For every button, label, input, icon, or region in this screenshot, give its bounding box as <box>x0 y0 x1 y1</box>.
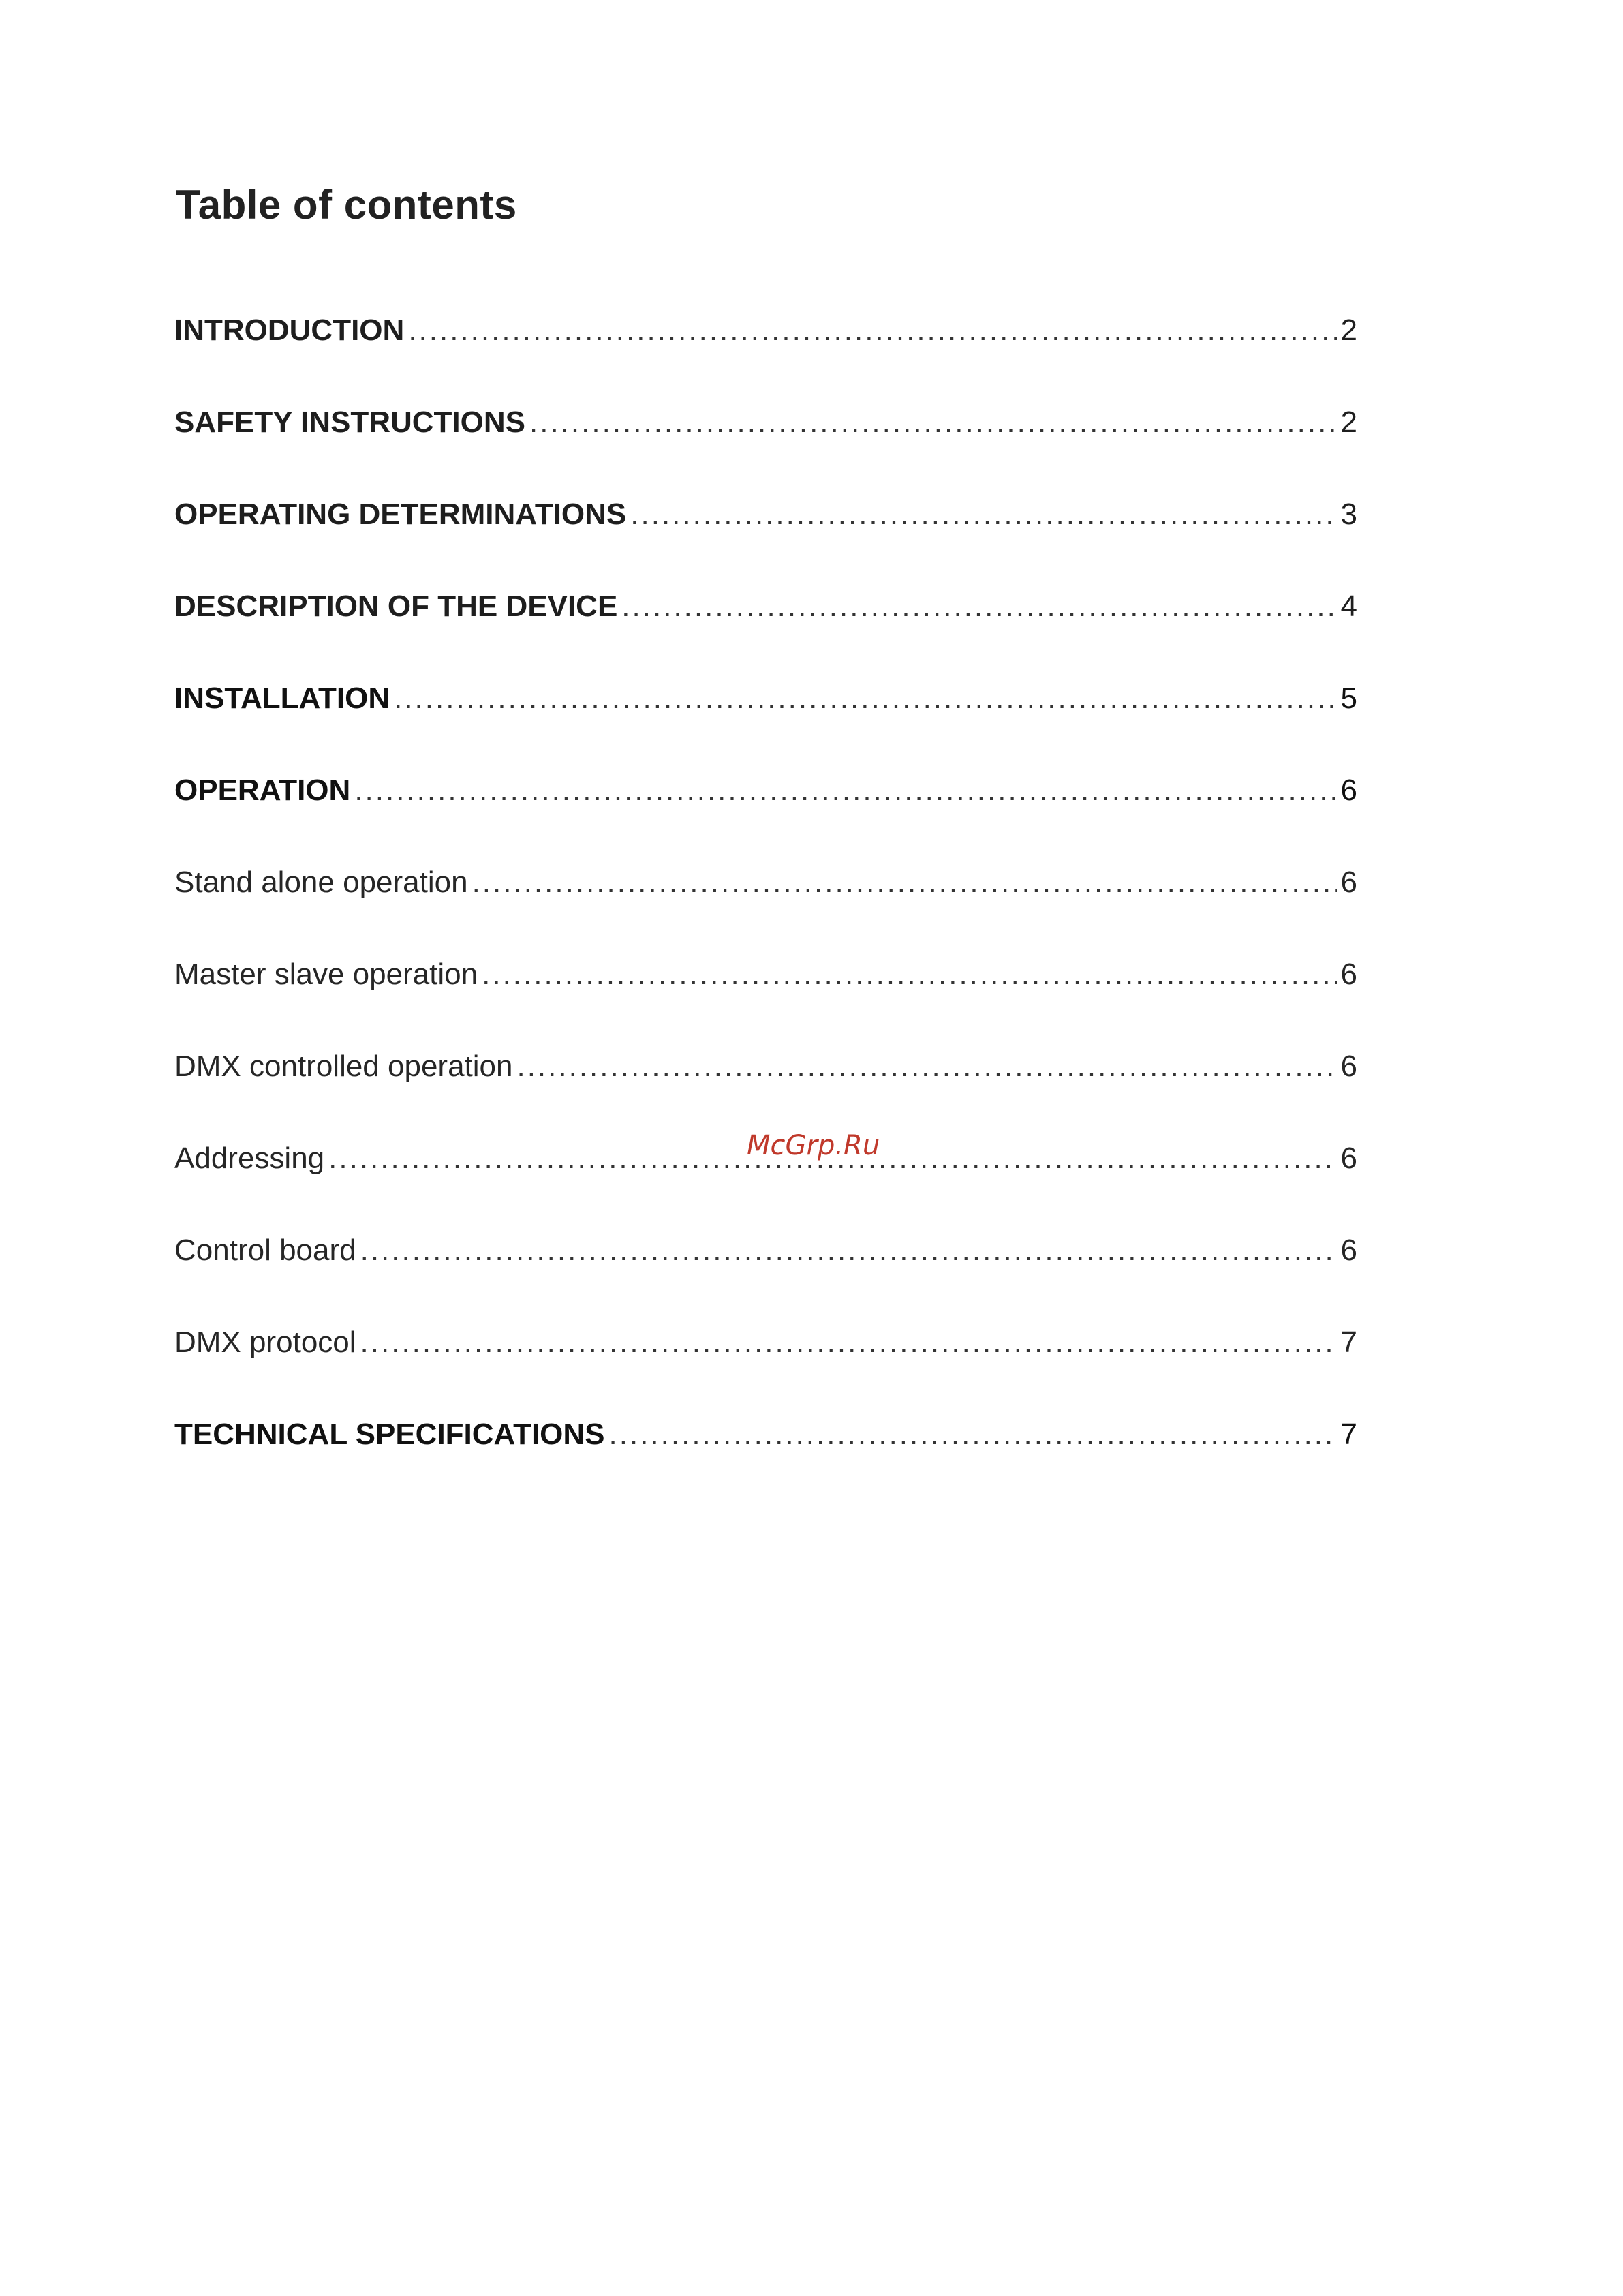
toc-entry-master-slave-operation <box>174 958 1357 1050</box>
dot-leader <box>609 1418 1337 1452</box>
toc-entry-page: 4 <box>1340 590 1357 623</box>
toc-entry-dmx-controlled-operation <box>174 1050 1357 1142</box>
toc-entry-operation <box>174 774 1357 866</box>
dot-leader <box>621 590 1336 624</box>
toc-entry-label: Master slave operation <box>174 958 478 991</box>
toc-entry-page: 7 <box>1340 1326 1357 1359</box>
toc-entry-page: 6 <box>1340 1050 1357 1083</box>
dot-leader <box>408 313 1336 348</box>
toc-entry-label: OPERATING DETERMINATIONS <box>174 498 627 531</box>
toc-entry-technical-specifications <box>174 1418 1357 1510</box>
dot-leader <box>529 405 1337 440</box>
toc-entry-page: 6 <box>1340 1142 1357 1175</box>
toc-entry-page: 6 <box>1340 866 1357 899</box>
toc-entry-page: 3 <box>1340 498 1357 531</box>
toc-entry-label: Stand alone operation <box>174 866 468 899</box>
toc-entry-description-of-the-device <box>174 590 1357 682</box>
toc-entry-label: SAFETY INSTRUCTIONS <box>174 405 526 439</box>
toc-entry-page: 5 <box>1340 682 1357 715</box>
page-title: Table of contents <box>176 182 517 228</box>
toc-entry-label: DMX protocol <box>174 1326 356 1359</box>
toc-entry-label: TECHNICAL SPECIFICATIONS <box>174 1418 605 1451</box>
toc-entry-label: OPERATION <box>174 774 351 807</box>
dot-leader <box>360 1234 1337 1268</box>
toc-entry-control-board <box>174 1234 1357 1326</box>
toc-entry-page: 2 <box>1340 313 1357 347</box>
dot-leader <box>630 498 1336 532</box>
dot-leader <box>472 866 1337 900</box>
toc-entry-safety-instructions <box>174 405 1357 498</box>
table-of-contents <box>174 313 1357 1510</box>
toc-entry-label: Addressing <box>174 1142 325 1175</box>
dot-leader <box>516 1050 1336 1084</box>
toc-entry-installation <box>174 682 1357 774</box>
toc-entry-page: 7 <box>1340 1418 1357 1451</box>
toc-entry-label: DESCRIPTION OF THE DEVICE <box>174 590 618 623</box>
toc-entry-label: Control board <box>174 1234 356 1267</box>
dot-leader <box>394 682 1336 716</box>
toc-entry-dmx-protocol <box>174 1326 1357 1418</box>
dot-leader <box>482 958 1336 992</box>
toc-entry-introduction <box>174 313 1357 405</box>
toc-entry-page: 2 <box>1340 405 1357 439</box>
toc-entry-page: 6 <box>1340 958 1357 991</box>
toc-entry-label: INSTALLATION <box>174 682 390 715</box>
toc-entry-operating-determinations <box>174 498 1357 590</box>
dot-leader <box>354 774 1336 808</box>
toc-entry-page: 6 <box>1340 774 1357 807</box>
toc-entry-stand-alone-operation <box>174 866 1357 958</box>
toc-entry-page: 6 <box>1340 1234 1357 1267</box>
toc-entry-label: DMX controlled operation <box>174 1050 513 1083</box>
toc-entry-label: INTRODUCTION <box>174 313 405 347</box>
dot-leader <box>360 1326 1337 1360</box>
watermark: McGrp.Ru <box>747 1130 880 1161</box>
